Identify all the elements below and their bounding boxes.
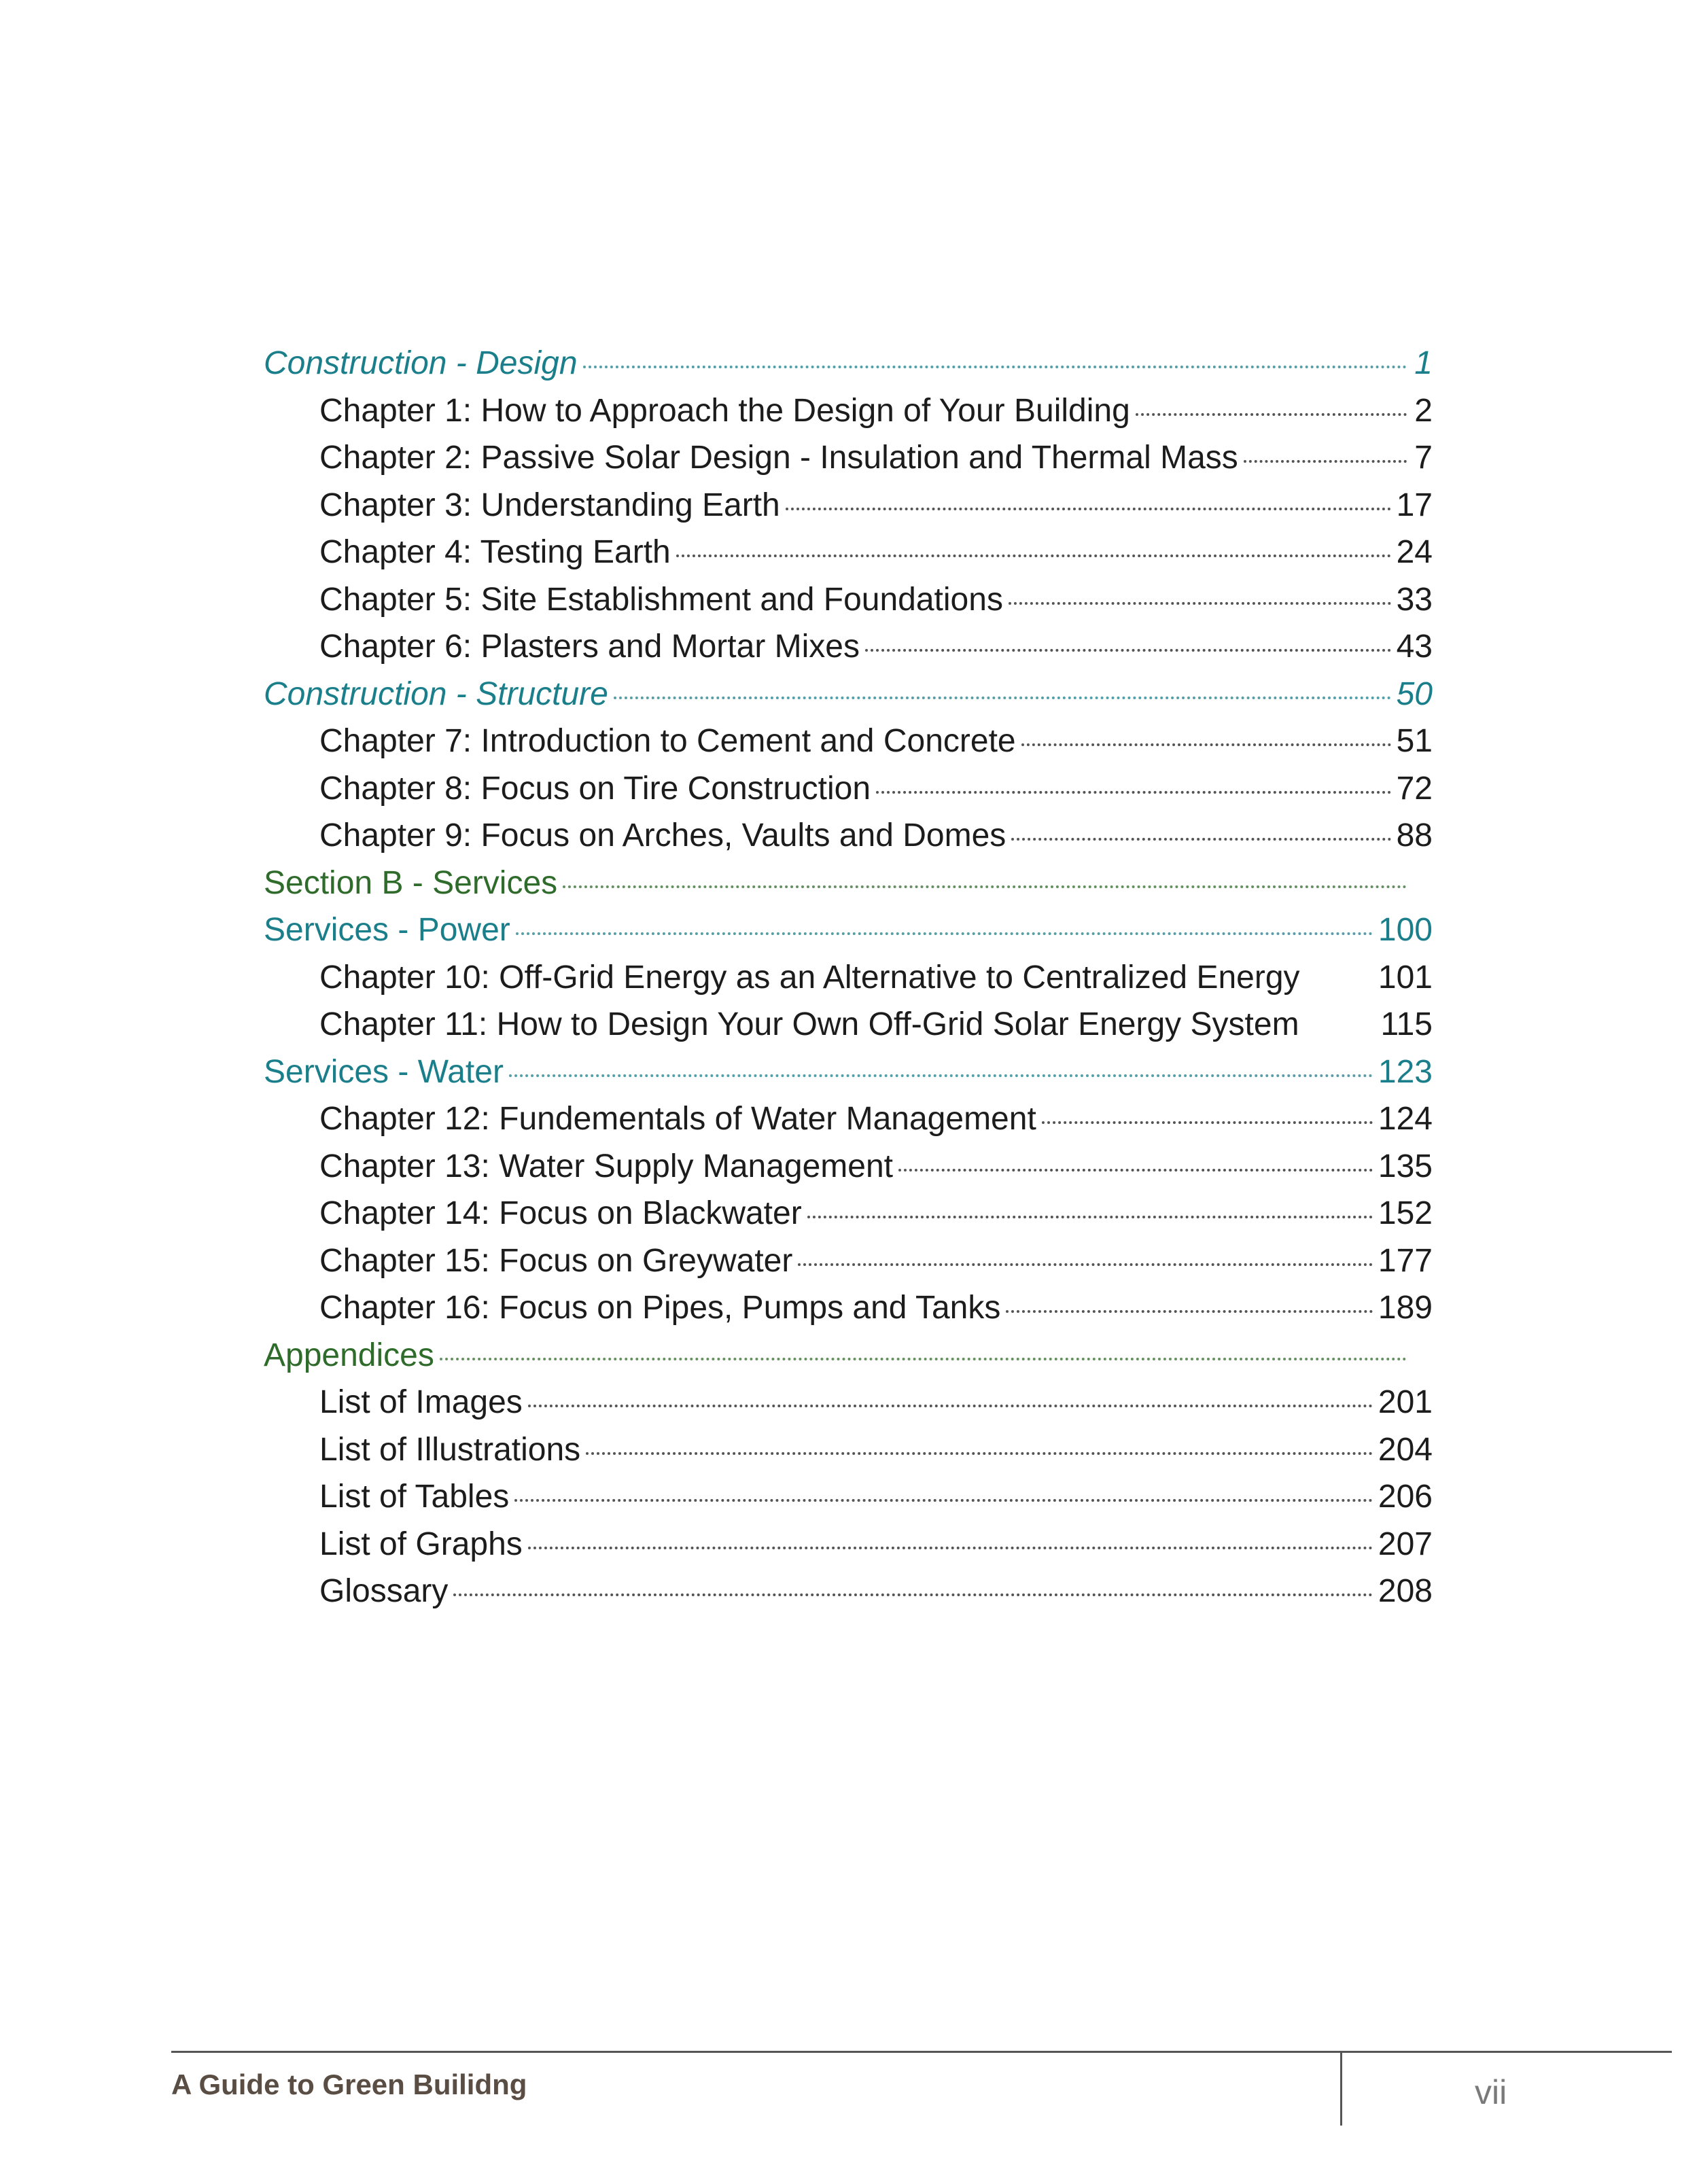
toc-page-number: 1 <box>1414 345 1433 381</box>
toc-page-number: 24 <box>1396 534 1433 570</box>
toc-page-number: 123 <box>1378 1053 1433 1090</box>
toc-dot-leader <box>586 1452 1373 1455</box>
toc-page-number: 189 <box>1378 1290 1433 1326</box>
toc-dot-leader <box>528 1405 1373 1407</box>
toc-entry[interactable] <box>264 1190 1433 1237</box>
toc-page-number: 51 <box>1396 723 1433 759</box>
toc-dot-leader <box>676 554 1391 557</box>
toc-dot-leader <box>453 1593 1373 1596</box>
toc-entry-label: Construction - Design <box>264 345 578 381</box>
toc-entry[interactable] <box>264 434 1433 482</box>
toc-entry-label: Chapter 15: Focus on Greywater <box>319 1242 793 1279</box>
toc-dot-leader <box>1006 1310 1373 1313</box>
toc-dot-leader <box>876 791 1391 794</box>
toc-entry-label: Services - Power <box>264 912 510 948</box>
toc-entry-label: Chapter 11: How to Design Your Own Off-Grid Solar Energy System <box>319 1006 1299 1042</box>
toc-entry[interactable] <box>264 954 1433 1002</box>
toc-entry-label: Chapter 5: Site Establishment and Foundations <box>319 581 1003 618</box>
toc-entry-label: Chapter 3: Understanding Earth <box>319 487 780 523</box>
toc-page-number: 7 <box>1414 440 1433 476</box>
toc-entry[interactable] <box>264 529 1433 576</box>
toc-entry[interactable] <box>264 1237 1433 1285</box>
table-of-contents <box>264 340 1433 1615</box>
toc-entry[interactable] <box>264 623 1433 671</box>
toc-page-number: 101 <box>1378 959 1433 996</box>
toc-entry-label: Chapter 7: Introduction to Cement and Concrete <box>319 723 1016 759</box>
toc-entry[interactable] <box>264 812 1433 860</box>
toc-page-number: 115 <box>1380 1006 1433 1042</box>
toc-page-number: 17 <box>1396 487 1433 523</box>
toc-dot-leader <box>1136 413 1407 416</box>
toc-dot-leader <box>1009 602 1391 605</box>
toc-entry-label: List of Tables <box>319 1479 510 1515</box>
toc-page-number: 208 <box>1378 1573 1433 1609</box>
toc-dot-leader <box>440 1358 1407 1360</box>
toc-entry-label: Glossary <box>319 1573 449 1609</box>
toc-page-number: 201 <box>1378 1384 1433 1420</box>
toc-entry[interactable] <box>264 1095 1433 1143</box>
toc-dot-leader <box>1306 980 1373 983</box>
toc-section-heading[interactable] <box>264 860 1433 907</box>
toc-page-number: 152 <box>1378 1195 1433 1231</box>
toc-entry[interactable] <box>264 482 1433 529</box>
toc-entry[interactable] <box>264 1379 1433 1426</box>
toc-entry-label: Chapter 6: Plasters and Mortar Mixes <box>319 629 860 665</box>
toc-entry[interactable] <box>264 1284 1433 1332</box>
toc-page-number: 135 <box>1378 1148 1433 1184</box>
toc-entry[interactable] <box>264 718 1433 765</box>
toc-section-heading[interactable] <box>264 1332 1433 1379</box>
toc-entry-label: Chapter 13: Water Supply Management <box>319 1148 894 1184</box>
toc-dot-leader <box>1021 743 1391 746</box>
toc-page-number: 33 <box>1396 581 1433 618</box>
toc-dot-leader <box>614 697 1391 699</box>
toc-entry-label: Chapter 16: Focus on Pipes, Pumps and Tanks <box>319 1290 1001 1326</box>
toc-entry-label: List of Graphs <box>319 1526 523 1562</box>
toc-dot-leader <box>898 1169 1373 1172</box>
toc-page-number: 88 <box>1396 817 1433 853</box>
toc-dot-leader <box>528 1547 1373 1549</box>
toc-entry-label: Chapter 8: Focus on Tire Construction <box>319 770 871 807</box>
toc-dot-leader <box>1011 838 1390 841</box>
toc-page-number: 204 <box>1378 1431 1433 1468</box>
toc-dot-leader <box>1305 1027 1376 1029</box>
toc-entry[interactable] <box>264 1143 1433 1191</box>
toc-page-number: 2 <box>1414 392 1433 429</box>
toc-page-number: 43 <box>1396 629 1433 665</box>
toc-dot-leader <box>786 508 1391 510</box>
toc-dot-leader <box>516 932 1373 935</box>
toc-section-heading[interactable] <box>264 671 1433 718</box>
toc-page-number: 177 <box>1378 1242 1433 1279</box>
toc-dot-leader <box>1042 1121 1373 1124</box>
footer-page-number: vii <box>1475 2073 1507 2111</box>
toc-dot-leader <box>1244 460 1407 463</box>
toc-page-number: 206 <box>1378 1479 1433 1515</box>
toc-entry[interactable] <box>264 1568 1433 1615</box>
footer-book-title: A Guide to Green Builidng <box>171 2068 527 2100</box>
footer-rule-right <box>1342 2051 1672 2053</box>
toc-entry-label: Chapter 9: Focus on Arches, Vaults and Domes <box>319 817 1006 853</box>
toc-entry-label: Chapter 10: Off-Grid Energy as an Alternative to Centralized Energy <box>319 959 1300 996</box>
footer-divider <box>1340 2051 1342 2126</box>
toc-entry-label: Section B - Services <box>264 864 558 901</box>
toc-entry[interactable] <box>264 1473 1433 1521</box>
toc-page-number: 100 <box>1378 912 1433 948</box>
toc-dot-leader <box>583 366 1407 368</box>
toc-dot-leader <box>807 1216 1373 1218</box>
toc-entry[interactable] <box>264 1521 1433 1568</box>
toc-entry[interactable] <box>264 765 1433 813</box>
toc-entry-label: Chapter 2: Passive Solar Design - Insulation and Thermal Mass <box>319 440 1238 476</box>
toc-entry[interactable] <box>264 576 1433 624</box>
toc-page-number: 72 <box>1396 770 1433 807</box>
toc-section-heading[interactable] <box>264 340 1433 387</box>
toc-entry[interactable] <box>264 1426 1433 1474</box>
toc-entry[interactable] <box>264 387 1433 435</box>
toc-entry-label: Appendices <box>264 1337 434 1373</box>
toc-dot-leader <box>509 1074 1373 1077</box>
toc-dot-leader <box>514 1499 1373 1502</box>
toc-entry-label: Services - Water <box>264 1053 504 1090</box>
toc-entry-label: Chapter 4: Testing Earth <box>319 534 671 570</box>
toc-entry-label: Chapter 12: Fundementals of Water Management <box>319 1101 1036 1137</box>
toc-page-number: 50 <box>1396 675 1433 712</box>
toc-entry-label: List of Illustrations <box>319 1431 581 1468</box>
toc-entry[interactable] <box>264 1001 1433 1049</box>
toc-entry-label: List of Images <box>319 1384 523 1420</box>
toc-page-number: 207 <box>1378 1526 1433 1562</box>
toc-dot-leader <box>865 649 1391 652</box>
toc-dot-leader <box>563 885 1407 888</box>
toc-entry-label: Chapter 1: How to Approach the Design of Your Building <box>319 392 1130 429</box>
toc-section-heading[interactable] <box>264 1049 1433 1096</box>
toc-section-heading[interactable] <box>264 906 1433 954</box>
toc-entry-label: Chapter 14: Focus on Blackwater <box>319 1195 802 1231</box>
toc-dot-leader <box>798 1263 1373 1266</box>
footer-rule-left <box>171 2051 1342 2053</box>
toc-entry-label: Construction - Structure <box>264 675 608 712</box>
toc-page-number: 124 <box>1378 1101 1433 1137</box>
